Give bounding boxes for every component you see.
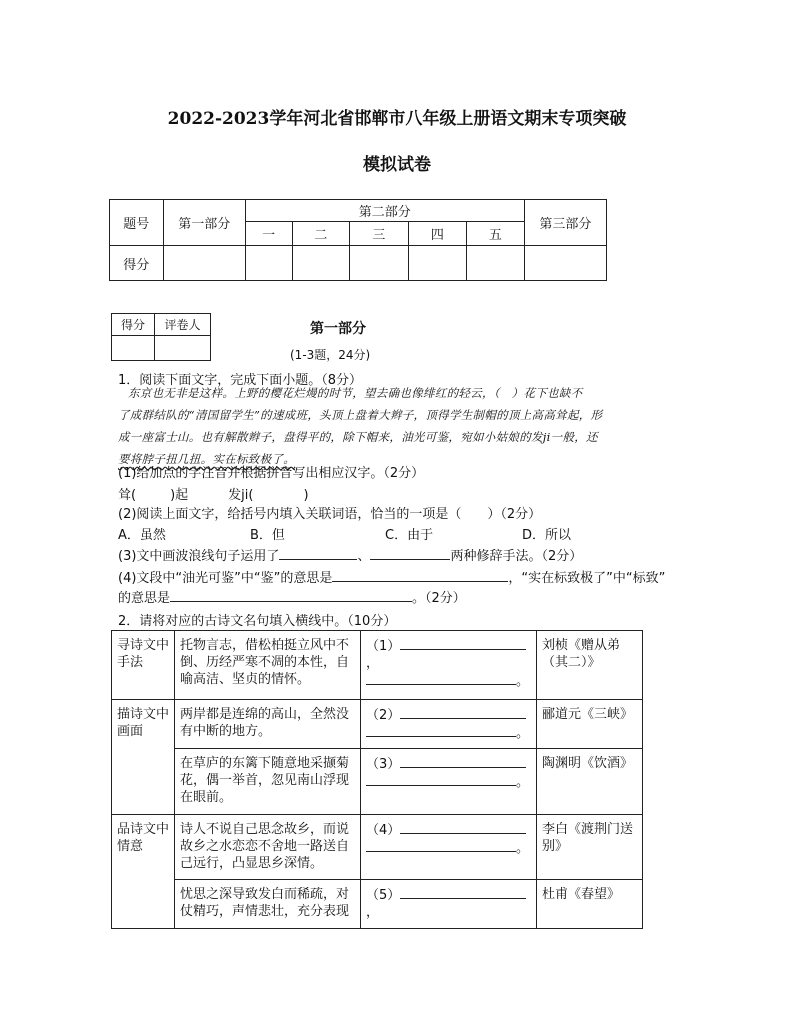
poem-answer-end: 。 (516, 674, 530, 689)
q1-sub2: (2)阅读上面文字，给括号内填入关联词语，恰当的一项是（ ）（2分） (118, 507, 542, 522)
score-table-defen: 得分 (110, 246, 164, 281)
q1-wavy-sentence: 要将脖子扭几扭。实在标致极了。 (118, 452, 295, 466)
q1-sub4-cont (118, 587, 466, 606)
q1-item-ji-open: 发ji( (228, 488, 254, 503)
score-cell[interactable] (408, 246, 467, 281)
q1-option-b[interactable]: B．但 (250, 528, 285, 543)
poem-source: 杜甫《春望》 (537, 880, 643, 929)
q1-sub4-text-c: 的意思是 (118, 591, 171, 606)
score-table-header-part1: 第一部分 (163, 200, 245, 246)
q1-item-song-open: 耸( (118, 488, 137, 503)
poem-source: 郦道元《三峡》 (537, 700, 643, 749)
score-table-sub-4: 四 (408, 222, 467, 246)
score-table-sub-3: 三 (350, 222, 409, 246)
poem-source: 刘桢《赠从弟（其二）》 (537, 631, 643, 700)
exam-title-line2: 模拟试卷 (363, 155, 431, 175)
score-cell[interactable] (524, 246, 606, 281)
score-table-header-part3: 第三部分 (524, 200, 606, 246)
poem-description: 托物言志，借松柏挺立风中不倒、历经严寒不凋的本性，自喻高洁、坚贞的情怀。 (175, 631, 361, 700)
poem-description (175, 880, 361, 929)
q1-sub4-blank-2[interactable] (170, 589, 412, 602)
q1-sub3 (118, 545, 582, 564)
poem-answer-blank[interactable] (366, 839, 516, 852)
q1-sub3-blank-2[interactable] (370, 547, 450, 560)
score-cell[interactable] (163, 246, 245, 281)
grader-name-cell[interactable] (155, 336, 211, 361)
poem-answer-number: （2） (366, 708, 401, 723)
q1-item-song-close: )起 (170, 488, 189, 503)
q1-sub4 (118, 567, 665, 586)
q1-sub3-blank-1[interactable] (279, 547, 357, 560)
poem-table (111, 630, 643, 929)
q1-passage-text: 东京也无非是这样。上野的樱花烂熳的时节，望去确也像绯红的轻云，（ ）花下也缺不 (128, 386, 583, 400)
poem-description: 诗人不说自己思念故乡，而说故乡之水恋恋不舍地一路送自己远行，凸显思乡深情。 (175, 815, 361, 880)
poem-answer-end: 。 (516, 841, 530, 856)
q1-passage-line1 (128, 382, 688, 404)
poem-row (112, 880, 643, 929)
q1-passage-text: 成一座富士山。也有解散辫子，盘得平的，除下帽来，油光可鉴，宛如小姑娘的发ji一般，还 (118, 430, 598, 444)
poem-source: 李白《渡荆门送别》 (537, 815, 643, 880)
q1-option-d[interactable]: D．所以 (522, 528, 572, 543)
q2-stem: 2．请将对应的古诗文名句填入横线中。（10分） (118, 614, 397, 629)
q1-sub4-text-a: (4)文段中“油光可鉴”中“鉴”的意思是 (118, 571, 333, 586)
grader-box-grader-label: 评卷人 (155, 314, 211, 336)
poem-description: 两岸都是连绵的高山，全然没有中断的地方。 (175, 700, 361, 749)
poem-answer-end: 。 (516, 775, 530, 790)
poem-answer-end: 。 (516, 726, 530, 741)
poem-answer-cell (361, 815, 537, 880)
poem-description: 在草庐的东篱下随意地采撷菊花，偶一举首，忽见南山浮现在眼前。 (175, 749, 361, 815)
q1-sub3-text-c: 两种修辞手法。（2分） (450, 549, 583, 564)
q1-passage-line2 (118, 404, 688, 426)
q1-option-a[interactable]: A．虽然 (118, 528, 166, 543)
q1-sub3-text-b: 、 (357, 549, 371, 564)
section-title: 第一部分 (310, 321, 366, 337)
score-table (109, 199, 607, 281)
poem-answer-cell: （1）， 。 (361, 631, 537, 700)
q1-sub1-items (118, 484, 309, 503)
score-table-sub-2: 二 (292, 222, 350, 246)
score-table-sub-1: 一 (245, 222, 292, 246)
grader-box (111, 313, 211, 361)
score-table-header-part2: 第二部分 (245, 200, 524, 222)
poem-answer-number: （4） (366, 823, 401, 838)
poem-answer-number: （1） (366, 639, 401, 654)
poem-answer-blank[interactable] (400, 706, 526, 719)
poem-answer-blank[interactable] (400, 821, 526, 834)
q1-passage-line3 (118, 426, 688, 448)
q1-sub4-text-d: 。（2分） (412, 591, 466, 606)
score-cell[interactable] (245, 246, 292, 281)
score-cell[interactable] (292, 246, 350, 281)
q1-sub1: (1)给加点的字注音并根据拼音写出相应汉字。（2分） (118, 466, 425, 481)
score-cell[interactable] (467, 246, 525, 281)
exam-title-line1: 2022-2023学年河北省邯郸市八年级上册语文期末专项突破 (167, 109, 627, 129)
poem-answer-blank[interactable] (400, 755, 526, 768)
poem-answer-blank[interactable] (366, 672, 516, 685)
poem-category: 寻诗文中手法 (112, 631, 175, 700)
q1-passage-text: 了成群结队的“清国留学生”的速成班，头顶上盘着大辫子，顶得学生制帽的顶上高高耸起，形 (118, 408, 603, 422)
q1-sub3-text-a: (3)文中画波浪线句子运用了 (118, 549, 280, 564)
q1-sub4-blank-1[interactable] (332, 569, 508, 582)
section-range: (1-3题，24分) (290, 348, 371, 362)
poem-answer-number: （3） (366, 757, 401, 772)
poem-answer-cell (361, 749, 537, 815)
q1-sub4-text-b: ，“实在标致极了”中“标致” (508, 571, 666, 586)
score-table-sub-5: 五 (467, 222, 525, 246)
q1-option-c[interactable]: C．由于 (385, 528, 434, 543)
score-table-header-tihao: 题号 (110, 200, 164, 246)
poem-answer-cell (361, 880, 537, 929)
poem-answer-number: （5） (366, 888, 401, 903)
poem-row (112, 749, 643, 815)
grader-box-score-label: 得分 (112, 314, 155, 336)
poem-category: 描诗文中画面 (112, 700, 175, 815)
grader-score-cell[interactable] (112, 336, 155, 361)
poem-row (112, 815, 643, 880)
poem-category: 品诗文中情意 (112, 815, 175, 929)
poem-answer-end: ， (366, 905, 380, 920)
poem-answer-cell (361, 700, 537, 749)
poem-answer-blank[interactable] (400, 637, 526, 650)
poem-answer-blank[interactable] (366, 773, 516, 786)
poem-row (112, 700, 643, 749)
score-cell[interactable] (350, 246, 409, 281)
poem-answer-blank[interactable] (400, 886, 526, 899)
poem-row (112, 631, 643, 700)
q1-stem: 1．阅读下面文字，完成下面小题。（8分） (118, 373, 363, 388)
poem-source: 陶渊明《饮酒》 (537, 749, 643, 815)
q1-item-ji-close: ) (303, 488, 309, 503)
poem-answer-blank[interactable] (366, 724, 516, 737)
poem-description-text: 忧思之深导致发白而稀疏，对仗精巧，声情悲壮，充分表现 (180, 887, 350, 919)
